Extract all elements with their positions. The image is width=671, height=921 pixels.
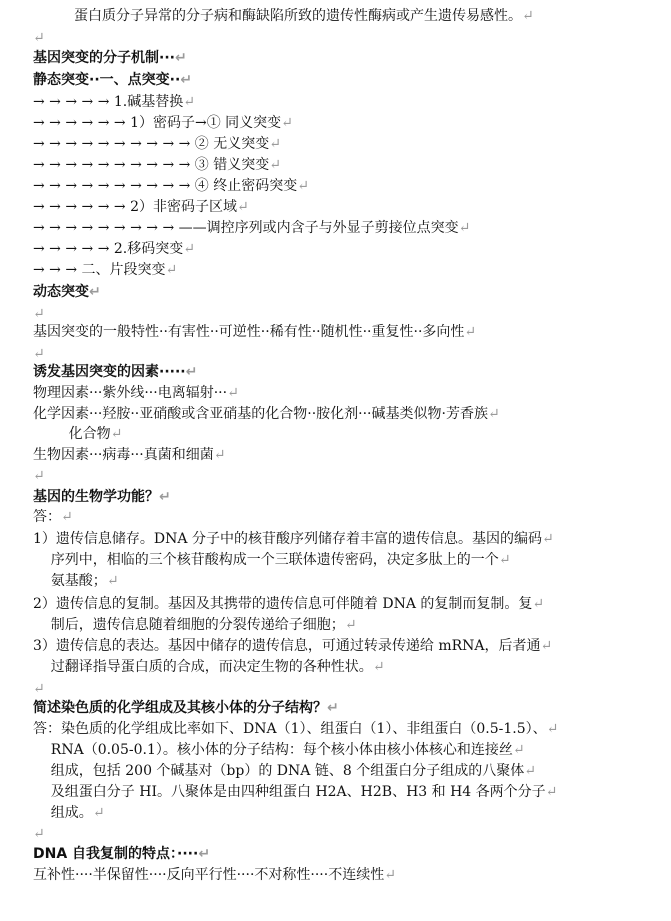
line-text: → → → → → → → → → → ④ 终止密码突变 [33,178,298,194]
line-text: → → → → → → → → → → ③ 错义突变 [33,157,270,173]
paragraph-mark-icon: ↵ [540,638,553,654]
line-text: → → → → → → 2）非密码子区域 [33,199,237,215]
paragraph-mark-icon: ↵ [110,426,123,442]
paragraph-mark-icon: ↵ [106,573,119,589]
paragraph-mark-icon: ↵ [464,324,477,340]
document-line [33,239,195,259]
paragraph-mark-icon: ↵ [165,262,178,278]
paragraph-mark-icon: ↵ [33,826,45,842]
document-line [33,507,73,527]
document-line [33,761,536,781]
paragraph-mark-icon: ↵ [541,531,554,547]
line-text: 生物因素···病毒···真菌和细菌 [33,447,214,463]
line-text: 氨基酸； [33,573,107,589]
paragraph-mark-icon: ↵ [92,805,105,821]
document-line [33,698,339,718]
line-text: → → → 二、片段突变 [33,262,166,278]
line-text: → → → → → 1.碱基替换 [33,94,184,110]
document-line [33,48,187,68]
document-line [33,571,119,591]
paragraph-mark-icon: ↵ [33,681,45,697]
paragraph-mark-icon: ↵ [61,509,73,525]
document-line [33,404,500,424]
line-text: 答：染色质的化学组成比率如下、DNA（1）、组蛋白（1）、非组蛋白（0.5-1.5）、 [33,721,547,737]
line-text: 基因突变的分子机制··· [33,50,175,66]
line-text: 过翻译指导蛋白质的合成，而决定生物的各种性状。 [33,659,373,675]
paragraph-mark-icon: ↵ [180,72,193,88]
line-text: → → → → → → → → → → ② 无义突变 [33,136,270,152]
document-line [33,70,192,90]
line-text: 2）遗传信息的复制。基因及其携带的遗传信息可伴随着 DNA 的复制而复制。复 [33,596,533,612]
line-text: 简述染色质的化学组成及其核小体的分子结构？ [33,700,327,716]
paragraph-mark-icon: ↵ [384,867,396,883]
paragraph-mark-icon: ↵ [198,846,211,862]
document-line [33,636,552,656]
paragraph-mark-icon: ↵ [522,8,534,24]
document-line [33,28,45,48]
line-text: 组成，包括 200 个碱基对（bp）的 DNA 链、8 个组蛋白分子组成的八聚体 [33,763,525,779]
paragraph-mark-icon: ↵ [512,742,525,758]
line-text: 3）遗传信息的表达。基因中储存的遗传信息，可通过转录传递给 mRNA，后者通 [33,638,541,654]
paragraph-mark-icon: ↵ [174,50,187,66]
paragraph-mark-icon: ↵ [269,136,281,152]
line-text: 化合物 [33,426,111,442]
paragraph-mark-icon: ↵ [532,596,545,612]
document-line [33,466,45,486]
line-text: → → → → → → → → → ——调控序列或内含子与外显子剪接位点突变 [33,220,459,236]
paragraph-mark-icon: ↵ [33,346,45,362]
document-line [33,719,558,739]
line-text: 化学因素···羟胺··亚硝酸或含亚硝基的化合物··胺化剂···碱基类似物·芳香族 [33,406,488,422]
document-line [33,218,470,238]
paragraph-mark-icon: ↵ [89,284,101,300]
paragraph-mark-icon: ↵ [185,364,198,380]
line-text: 序列中，相临的三个核苷酸构成一个三联体遗传密码，决定多肽上的一个 [33,552,499,568]
paragraph-mark-icon: ↵ [487,406,500,422]
document-line [33,304,45,324]
document-line [33,679,45,699]
document-line [33,615,357,635]
document-line [33,550,511,570]
line-text: RNA（0.05-0.1）。核小体的分子结构：每个核小体由核小体核心和连接丝 [33,742,513,758]
document-line [33,260,177,280]
paragraph-mark-icon: ↵ [281,115,293,131]
document-line [33,803,105,823]
line-text: 基因突变的一般特性··有害性··可逆性··稀有性··随机性··重复性··多向性 [33,324,465,340]
document-line [33,176,309,196]
document-line [33,344,45,364]
document-line [33,197,249,217]
document-line [33,740,525,760]
document-line [33,824,45,844]
paragraph-mark-icon: ↵ [237,199,249,215]
paragraph-mark-icon: ↵ [297,178,309,194]
paragraph-mark-icon: ↵ [33,306,45,322]
line-text: 动态突变 [33,284,89,300]
line-text: 1）遗传信息储存。DNA 分子中的核苷酸序列储存着丰富的遗传信息。基因的编码 [33,531,542,547]
document-line [33,322,476,342]
paragraph-mark-icon: ↵ [498,552,511,568]
line-text: 物理因素···紫外线···电离辐射··· [33,385,228,401]
document-line [33,865,396,885]
paragraph-mark-icon: ↵ [546,721,559,737]
paragraph-mark-icon: ↵ [227,385,239,401]
document-line [33,782,557,802]
paragraph-mark-icon: ↵ [344,617,357,633]
line-text: 互补性····半保留性····反向平行性····不对称性····不连续性 [33,867,385,883]
document-line [33,362,197,382]
paragraph-mark-icon: ↵ [33,30,45,46]
document-line [33,383,239,403]
paragraph-mark-icon: ↵ [327,700,339,716]
line-text: 诱发基因突变的因素····· [33,364,186,380]
line-text: 及组蛋白分子 HI。八聚体是由四种组蛋白 H2A、H2B、H3 和 H4 各两个分子 [33,784,546,800]
line-text: 组成。 [33,805,93,821]
document-line [33,155,281,175]
line-text: 基因的生物学功能？ [33,489,159,505]
document-line [33,844,210,864]
document-line [33,282,101,302]
document-line [33,134,281,154]
paragraph-mark-icon: ↵ [269,157,281,173]
paragraph-mark-icon: ↵ [372,659,385,675]
paragraph-mark-icon: ↵ [545,784,558,800]
line-text: 蛋白质分子异常的分子病和酶缺陷所致的遗传性酶病或产生遗传易感性。 [74,8,522,24]
document-line [33,92,195,112]
document-line [33,487,171,507]
paragraph-mark-icon: ↵ [183,241,195,257]
paragraph-mark-icon: ↵ [458,220,471,236]
paragraph-mark-icon: ↵ [159,489,171,505]
line-text: DNA 自我复制的特点：···· [33,846,199,862]
document-line [33,424,122,444]
document-line [33,445,225,465]
document-line [33,113,293,133]
document-line [33,529,554,549]
paragraph-mark-icon: ↵ [213,447,226,463]
line-text: 答： [33,509,61,525]
line-text: → → → → → → 1）密码子→① 同义突变 [33,115,282,131]
document-line [33,657,385,677]
line-text: 静态突变··一、点突变·· [33,72,181,88]
paragraph-mark-icon: ↵ [33,468,45,484]
paragraph-mark-icon: ↵ [183,94,195,110]
line-text: 制后，遗传信息随着细胞的分裂传递给子细胞； [33,617,345,633]
document-line [74,6,534,26]
line-text: → → → → → 2.移码突变 [33,241,184,257]
document-line [33,594,544,614]
paragraph-mark-icon: ↵ [524,763,536,779]
